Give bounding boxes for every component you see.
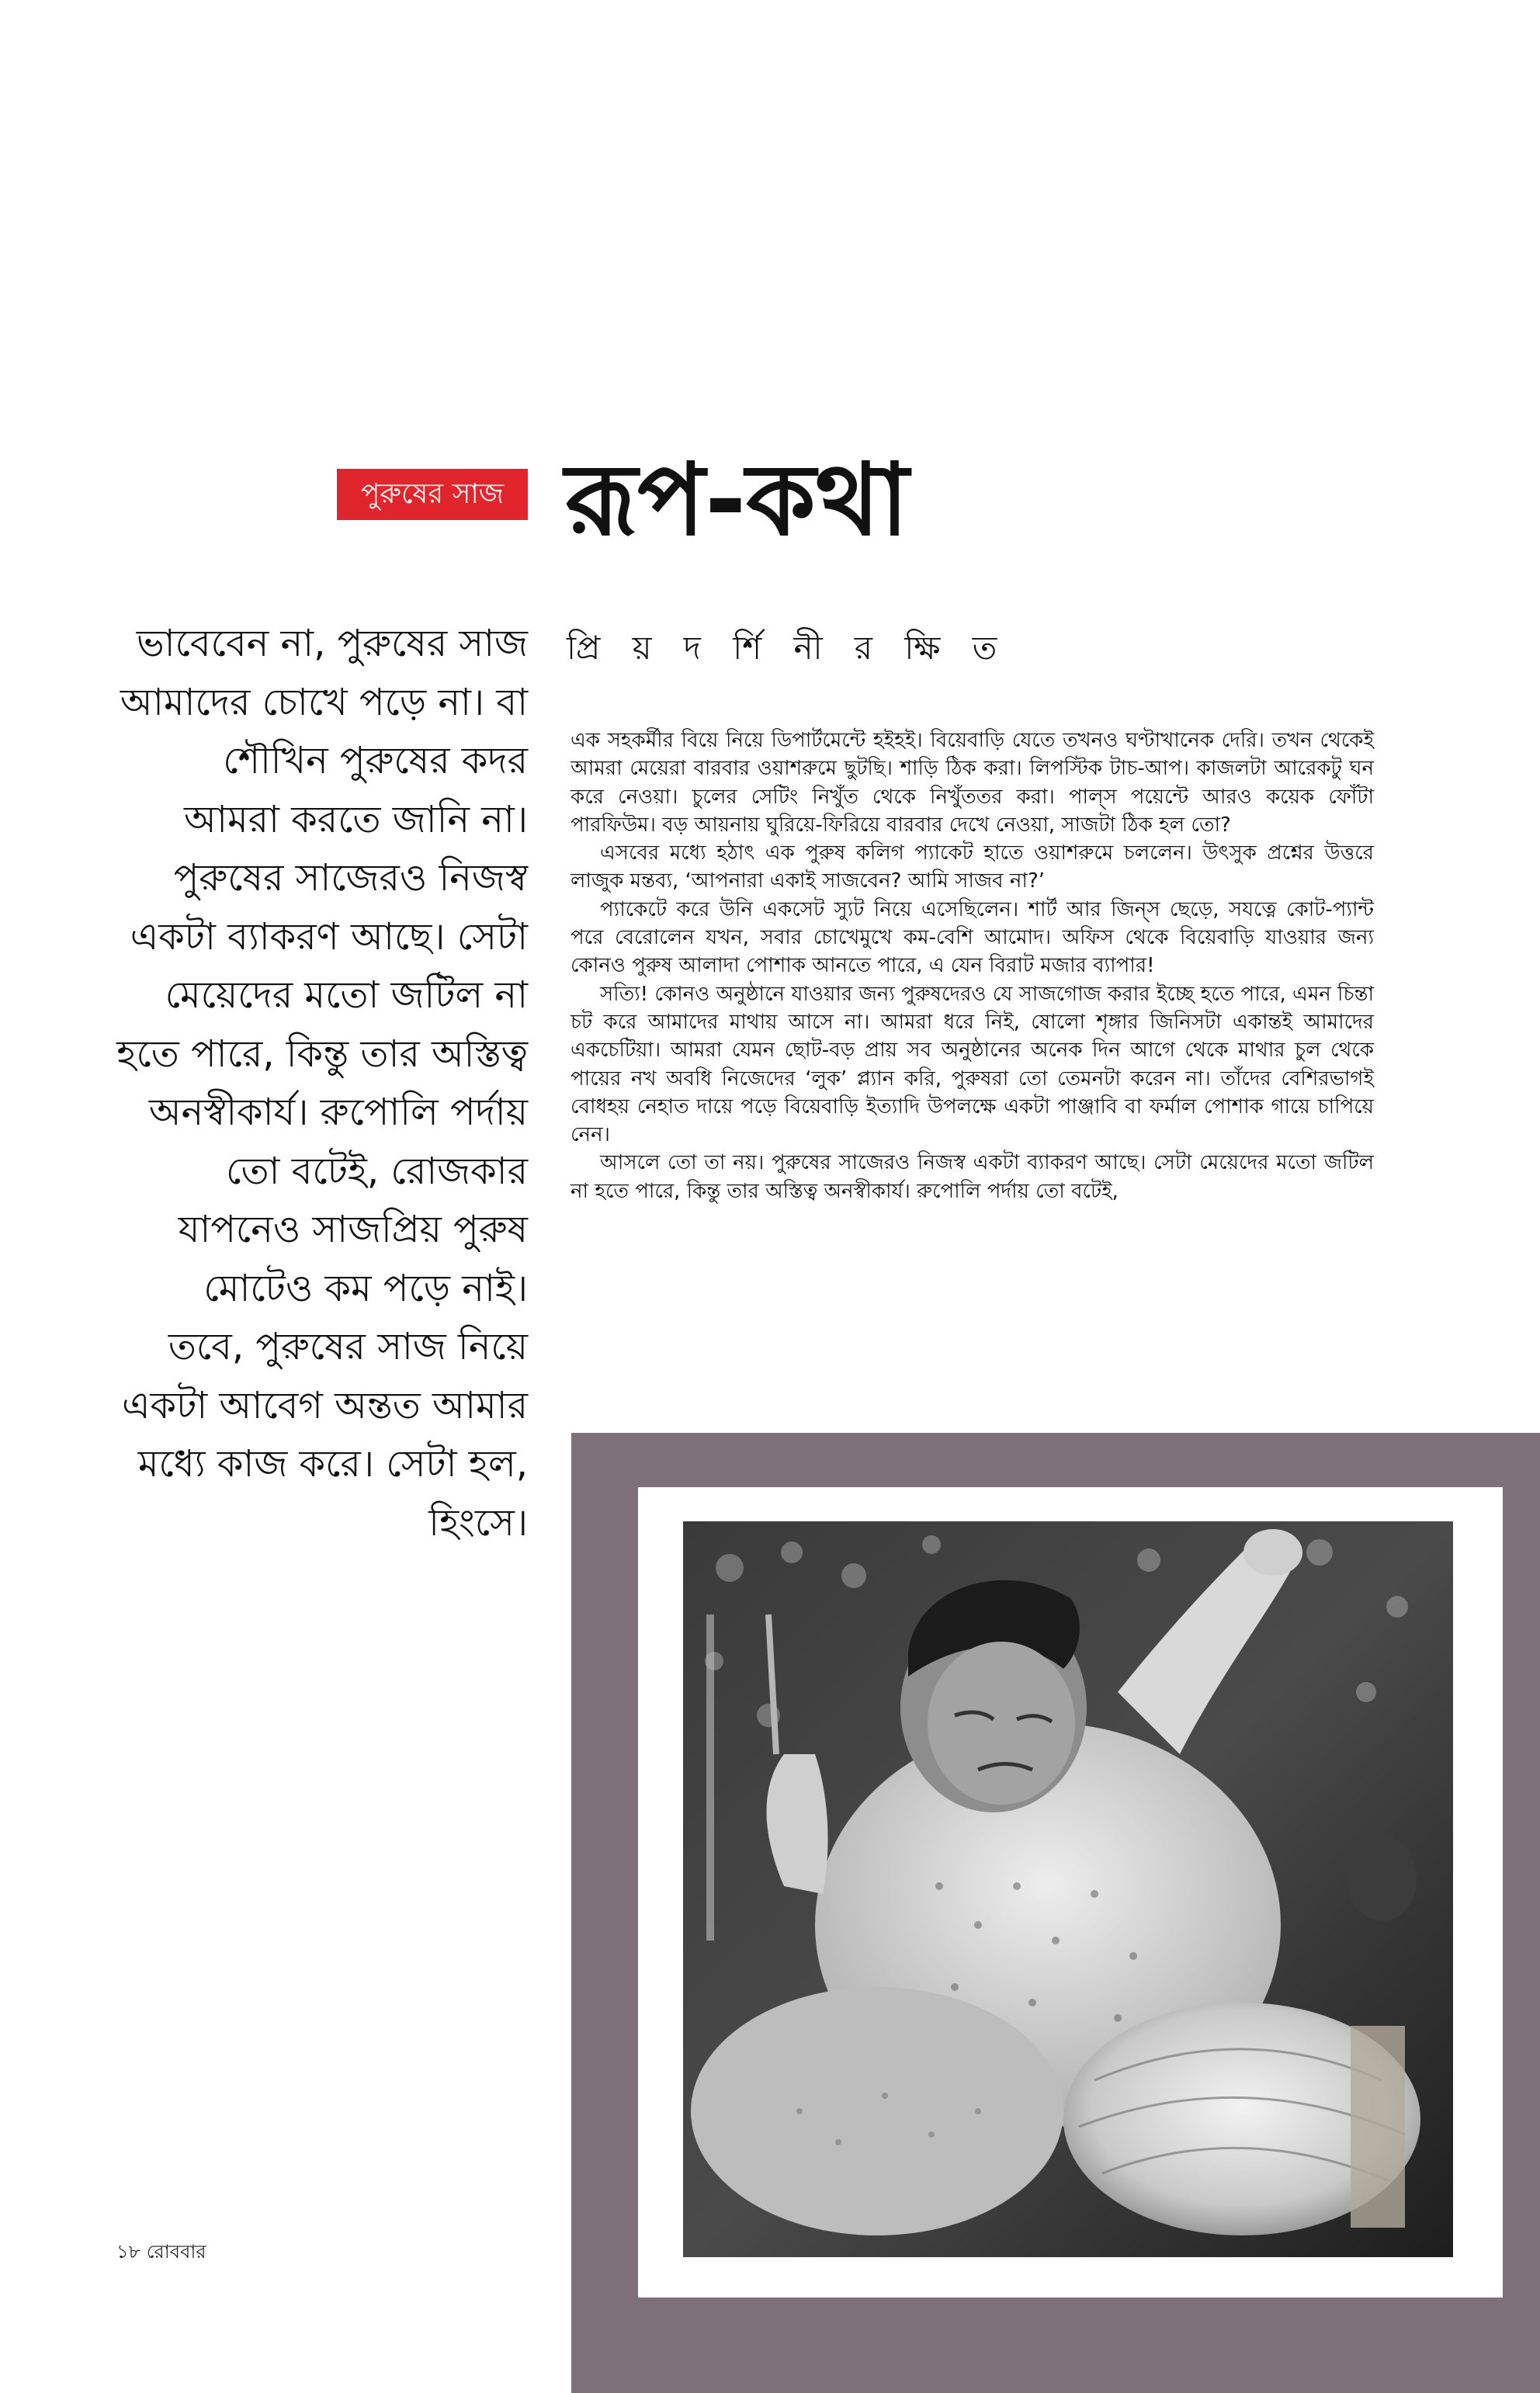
article-body xyxy=(571,727,1374,1394)
body-paragraph-5: আসলে তো তা নয়। পুরুষের সাজেরও নিজস্ব একটা ব্যাকরণ আছে। সেটা মেয়েদের মতো জটিল না হতে পারে, কিন্তু তার অস্তিত্ব অনস্বীকার্য। রুপোলি পর্দায় তো বটেই, xyxy=(571,1151,1374,1203)
pull-quote: ভাবেবেন না, পুরুষের সাজ আমাদের চোখে পড়ে না। বা শৌখিন পুরুষের কদর আমরা করতে জানি না। পুরুষের সাজেরও নিজস্ব একটা ব্যাকরণ আছে। সেটা মেয়েদের মতো জটিল না হতে পারে, কিন্তু তার অস্তিত্ব অনস্বীকার্য। রুপোলি পর্দায় তো বটেই, রোজকার যাপনেও সাজপ্রিয় পুরুষ মোটেও কম পড়ে নাই। তবে, পুরুষের সাজ নিয়ে একটা আবেগ অন্তত আমার মধ্যে কাজ করে। সেটা হল, হিংসে। xyxy=(116,622,528,1545)
byline: প্রি য় দ র্শি নী র ক্ষি ত xyxy=(567,629,1008,667)
body-paragraph-2: এসবের মধ্যে হঠাৎ এক পুরুষ কলিগ প্যাকেট হাতে ওয়াশরুমে চললেন। উৎসুক প্রশ্নের উত্তরে লাজুক মন্তব্য, ‘আপনারা একাই সাজবেন? আমি সাজব না?’ xyxy=(571,841,1374,893)
body-paragraph-3: প্যাকেটে করে উনি একসেট স্যুট নিয়ে এসেছিলেন। শার্ট আর জিন্‌স ছেড়ে, সযত্নে কোট-প্যান্ট পরে বেরোলেন যখন, সবার চোখেমুখে কম-বেশি আমোদ। অফিস থেকে বিয়েবাড়ি যাওয়ার জন্য কোনও পুরুষ আলাদা পোশাক আনতে পারে, এ যেন বিরাট মজার ব্যাপার! xyxy=(571,897,1374,978)
page-folio: ১৮ রোববার xyxy=(116,2241,206,2263)
article-photo xyxy=(683,1521,1453,2257)
body-paragraph-4: সত্যি! কোনও অনুষ্ঠানে যাওয়ার জন্য পুরুষদেরও যে সাজগোজ করার ইচ্ছে হতে পারে, এমন চিন্তা চট করে আমাদের মাথায় আসে না। আমরা ধরে নিই, ষোলো শৃঙ্গার জিনিসটা একান্তই আমাদের একচেটিয়া। আমরা যেমন ছোট-বড় প্রায় সব অনুষ্ঠানের অনেক দিন আগে থেকে মাথার চুল থেকে পায়ের নখ অবধি নিজেদের ‘লুক’ প্ল্যান করি, পুরুষরা তো তেমনটা করেন না। তাঁদের বেশিরভাগই বোধহয় নেহাত দায়ে পড়ে বিয়েবাড়ি ইত্যাদি উপলক্ষে একটা পাঞ্জাবি বা ফর্মাল পোশাক গায়ে চাপিয়ে নেন। xyxy=(571,982,1374,1147)
body-paragraph-1: এক সহকর্মীর বিয়ে নিয়ে ডিপার্টমেন্টে হইহই। বিয়েবাড়ি যেতে তখনও ঘণ্টাখানেক দেরি। তখন থেকেই আমরা মেয়েরা বারবার ওয়াশরুমে ছুটছি। শাড়ি ঠিক করা। লিপস্টিক টাচ-আপ। কাজলটা আরেকটু ঘন করে নেওয়া। চুলের সেটিং নিখুঁত থেকে নিখুঁততর করা। পাল্‌স পয়েন্টে আরও কয়েক ফোঁটা পারফিউম। বড় আয়নায় ঘুরিয়ে-ফিরিয়ে বারবার দেখে নেওয়া, সাজটা ঠিক হল তো? xyxy=(571,729,1374,837)
section-tag: পুরুষের সাজ xyxy=(337,469,528,520)
photo-illustration xyxy=(683,1521,1453,2257)
headline: রূপ-কথা xyxy=(565,442,909,558)
